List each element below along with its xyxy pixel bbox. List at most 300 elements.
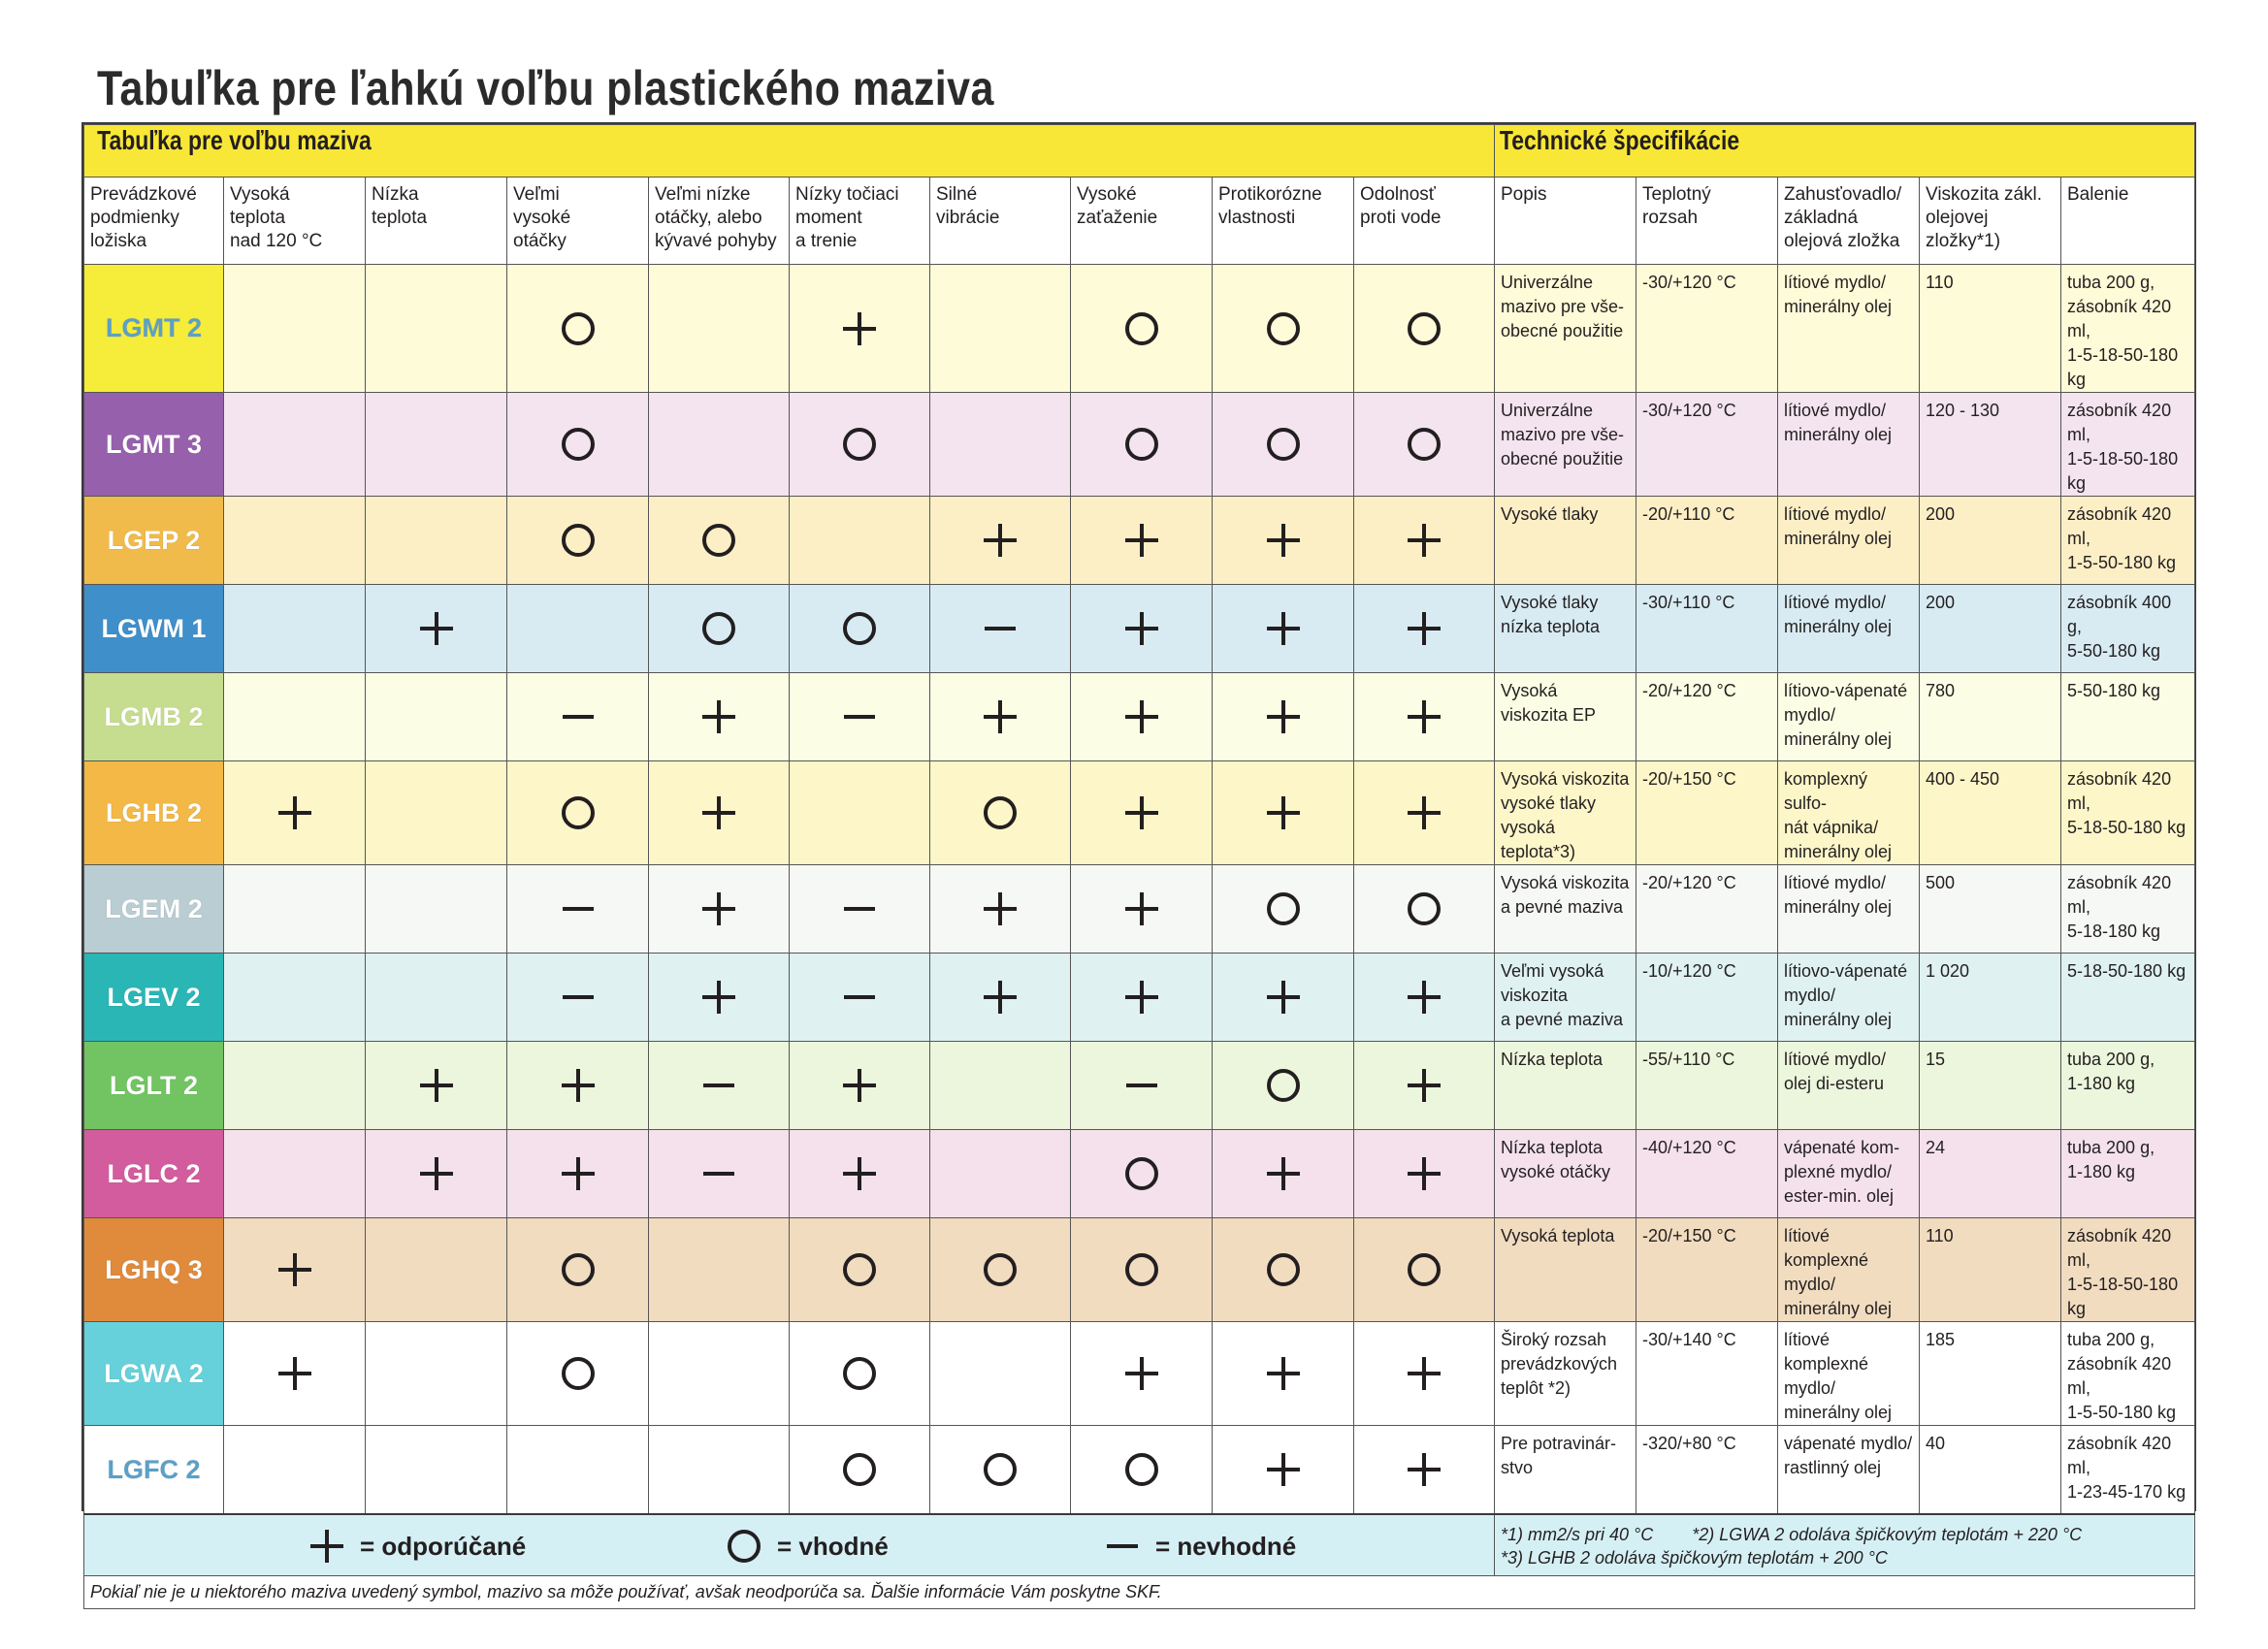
condition-cell — [224, 865, 366, 954]
banner-row — [84, 125, 2195, 178]
spec-balenie — [2061, 1042, 2195, 1130]
condition-cell — [1213, 673, 1354, 761]
spec-balenie — [2061, 1218, 2195, 1322]
condition-cell — [1213, 1322, 1354, 1426]
plus-icon — [1264, 978, 1303, 1017]
footnotes — [1495, 1514, 2195, 1576]
plus-icon — [1122, 889, 1161, 928]
condition-cell — [649, 1130, 790, 1218]
condition-cell — [366, 865, 507, 954]
plus-icon — [417, 1066, 456, 1105]
spec-teplota — [1636, 954, 1778, 1042]
condition-cell — [224, 497, 366, 585]
plus-icon — [1405, 1450, 1443, 1489]
spec-viskozita-text: 24 — [1926, 1138, 1946, 1157]
plus-icon — [981, 521, 1020, 560]
grease-name: LGLC 2 — [84, 1130, 224, 1218]
column-header-text: Viskozita zákl. olejovej zložky*1) — [1926, 184, 2043, 251]
condition-cell — [649, 673, 790, 761]
condition-cell — [1071, 393, 1213, 497]
circle-icon — [1122, 1250, 1161, 1289]
condition-cell — [507, 265, 649, 393]
circle-icon — [559, 1354, 598, 1393]
table-row — [84, 1042, 2195, 1130]
spec-zahustovadlo-text: vápenaté kom- plexné mydlo/ ester-min. olej — [1784, 1138, 1900, 1206]
spec-viskozita-text: 400 - 450 — [1926, 769, 2000, 789]
condition-cell — [224, 1322, 366, 1426]
spec-popis — [1495, 761, 1636, 865]
condition-cell — [790, 1042, 930, 1130]
spec-teplota — [1636, 673, 1778, 761]
spec-viskozita-text: 15 — [1926, 1050, 1946, 1069]
circle-icon — [559, 309, 598, 348]
spec-zahustovadlo — [1778, 497, 1920, 585]
condition-cell — [507, 1426, 649, 1515]
plus-icon — [1264, 793, 1303, 832]
spec-zahustovadlo-text: komplexný sulfo- nát vápnika/ minerálny olej — [1784, 769, 1893, 861]
spec-balenie-text: tuba 200 g, zásobník 420 ml, 1-5-18-50-180 kg — [2067, 273, 2179, 389]
condition-cell — [507, 585, 649, 673]
column-header — [224, 178, 366, 265]
banner-right-text: Technické špecifikácie — [1499, 125, 1740, 155]
spec-popis-text: Nízka teplota vysoké otáčky — [1501, 1138, 1611, 1181]
spec-zahustovadlo-text: lítiové mydlo/ minerálny olej — [1784, 273, 1893, 316]
condition-cell — [790, 585, 930, 673]
spec-balenie — [2061, 1426, 2195, 1515]
plus-icon — [1264, 697, 1303, 736]
column-header — [790, 178, 930, 265]
condition-cell — [1213, 1426, 1354, 1515]
column-header — [1920, 178, 2061, 265]
condition-cell — [1213, 954, 1354, 1042]
condition-cell — [930, 497, 1071, 585]
condition-cell — [366, 761, 507, 865]
grease-name: LGEP 2 — [84, 497, 224, 585]
condition-cell — [1071, 954, 1213, 1042]
spec-teplota-text: -20/+120 °C — [1642, 873, 1736, 892]
spec-popis — [1495, 1130, 1636, 1218]
condition-cell — [224, 954, 366, 1042]
legend-label: = vhodné — [777, 1531, 889, 1561]
spec-popis-text: Vysoké tlaky nízka teplota — [1501, 593, 1601, 636]
spec-teplota-text: -20/+150 °C — [1642, 769, 1736, 789]
spec-viskozita-text: 185 — [1926, 1330, 1956, 1349]
condition-cell — [1213, 865, 1354, 954]
page-title: Tabuľka pre ľahkú voľbu plastického maziva — [97, 61, 994, 115]
circle-icon — [840, 425, 879, 464]
spec-teplota — [1636, 1042, 1778, 1130]
spec-balenie-text: tuba 200 g, 1-180 kg — [2067, 1050, 2155, 1093]
spec-popis — [1495, 1426, 1636, 1515]
condition-cell — [1354, 393, 1495, 497]
condition-cell — [1354, 673, 1495, 761]
minus-icon — [1122, 1066, 1161, 1105]
circle-icon — [559, 793, 598, 832]
table-row — [84, 865, 2195, 954]
spec-zahustovadlo-text: lítiové mydlo/ olej di-esteru — [1784, 1050, 1887, 1093]
spec-popis — [1495, 865, 1636, 954]
note-row — [84, 1576, 2195, 1609]
spec-teplota-text: -55/+110 °C — [1642, 1050, 1735, 1069]
spec-balenie — [2061, 265, 2195, 393]
plus-icon — [275, 1250, 314, 1289]
grease-name: LGWM 1 — [84, 585, 224, 673]
spec-teplota-text: -30/+140 °C — [1642, 1330, 1736, 1349]
spec-balenie — [2061, 585, 2195, 673]
circle-icon — [699, 609, 738, 648]
spec-balenie-text: zásobník 400 g, 5-50-180 kg — [2067, 593, 2172, 661]
plus-icon — [1405, 1154, 1443, 1193]
condition-cell — [507, 497, 649, 585]
spec-teplota — [1636, 393, 1778, 497]
condition-cell — [366, 954, 507, 1042]
condition-cell — [790, 954, 930, 1042]
condition-cell — [224, 585, 366, 673]
spec-viskozita-text: 110 — [1926, 1226, 1954, 1245]
condition-cell — [790, 865, 930, 954]
condition-cell — [1213, 1042, 1354, 1130]
plus-icon — [699, 697, 738, 736]
column-header — [507, 178, 649, 265]
plus-icon — [308, 1527, 346, 1566]
condition-cell — [1213, 1218, 1354, 1322]
plus-icon — [840, 1066, 879, 1105]
condition-cell — [1071, 1322, 1213, 1426]
legend-label: = odporúčané — [360, 1531, 527, 1561]
spec-teplota-text: -30/+120 °C — [1642, 401, 1736, 420]
spec-balenie — [2061, 761, 2195, 865]
minus-icon — [699, 1066, 738, 1105]
spec-teplota — [1636, 585, 1778, 673]
condition-cell — [1071, 1426, 1213, 1515]
spec-teplota — [1636, 1130, 1778, 1218]
grease-name: LGMT 3 — [84, 393, 224, 497]
spec-viskozita-text: 40 — [1926, 1434, 1946, 1453]
plus-icon — [699, 793, 738, 832]
condition-cell — [224, 1218, 366, 1322]
spec-balenie — [2061, 393, 2195, 497]
spec-teplota — [1636, 1218, 1778, 1322]
header-row — [84, 178, 2195, 265]
spec-teplota-text: -20/+120 °C — [1642, 681, 1736, 700]
plus-icon — [275, 793, 314, 832]
plus-icon — [1264, 609, 1303, 648]
spec-viskozita — [1920, 497, 2061, 585]
condition-cell — [1354, 265, 1495, 393]
table-row — [84, 393, 2195, 497]
condition-cell — [1213, 497, 1354, 585]
circle-icon — [559, 1250, 598, 1289]
condition-cell — [1213, 265, 1354, 393]
plus-icon — [1405, 793, 1443, 832]
circle-icon — [1122, 1154, 1161, 1193]
circle-icon — [1122, 1450, 1161, 1489]
column-header-text: Popis — [1501, 184, 1547, 205]
condition-cell — [649, 393, 790, 497]
spec-popis-text: Vysoká teplota — [1501, 1226, 1615, 1245]
table-row — [84, 1130, 2195, 1218]
condition-cell — [649, 865, 790, 954]
circle-icon — [699, 521, 738, 560]
spec-zahustovadlo — [1778, 1130, 1920, 1218]
table-row — [84, 761, 2195, 865]
condition-cell — [649, 761, 790, 865]
table-row — [84, 673, 2195, 761]
plus-icon — [559, 1066, 598, 1105]
condition-cell — [930, 865, 1071, 954]
spec-balenie — [2061, 1322, 2195, 1426]
spec-teplota-text: -40/+120 °C — [1642, 1138, 1736, 1157]
condition-cell — [1071, 265, 1213, 393]
spec-zahustovadlo — [1778, 585, 1920, 673]
spec-viskozita — [1920, 954, 2061, 1042]
spec-zahustovadlo-text: lítiovo-vápenaté mydlo/ minerálny olej — [1784, 681, 1908, 749]
spec-teplota-text: -30/+120 °C — [1642, 273, 1736, 292]
spec-viskozita — [1920, 1042, 2061, 1130]
spec-viskozita — [1920, 1322, 2061, 1426]
condition-cell — [507, 1042, 649, 1130]
table-row — [84, 954, 2195, 1042]
circle-icon — [1405, 1250, 1443, 1289]
spec-popis-text: Vysoká viskozita vysoké tlaky vysoká teplota*3) — [1501, 769, 1630, 861]
condition-cell — [507, 673, 649, 761]
spec-teplota-text: -320/+80 °C — [1642, 1434, 1736, 1453]
plus-icon — [1122, 1354, 1161, 1393]
circle-icon — [1264, 1066, 1303, 1105]
plus-icon — [1405, 521, 1443, 560]
condition-cell — [790, 1130, 930, 1218]
circle-icon — [1405, 309, 1443, 348]
condition-cell — [930, 1130, 1071, 1218]
plus-icon — [1405, 1066, 1443, 1105]
spec-zahustovadlo-text: lítiové mydlo/ minerálny olej — [1784, 401, 1893, 444]
circle-icon — [981, 1250, 1020, 1289]
minus-icon — [559, 889, 598, 928]
condition-cell — [930, 954, 1071, 1042]
circle-icon — [981, 1450, 1020, 1489]
condition-cell — [790, 1218, 930, 1322]
footer-note: Pokiaľ nie je u niektorého maziva uvedený symbol, mazivo sa môže používať, avšak neodporúča sa. Ďalšie informácie Vám poskytne SKF. — [84, 1576, 2195, 1609]
spec-viskozita — [1920, 673, 2061, 761]
spec-zahustovadlo — [1778, 1218, 1920, 1322]
plus-icon — [417, 609, 456, 648]
circle-icon — [840, 1450, 879, 1489]
condition-cell — [1354, 585, 1495, 673]
minus-icon — [840, 889, 879, 928]
condition-cell — [790, 761, 930, 865]
spec-popis — [1495, 1218, 1636, 1322]
grease-name: LGWA 2 — [84, 1322, 224, 1426]
condition-cell — [224, 673, 366, 761]
minus-icon — [559, 697, 598, 736]
spec-viskozita — [1920, 1426, 2061, 1515]
plus-icon — [699, 889, 738, 928]
condition-cell — [790, 265, 930, 393]
condition-cell — [366, 393, 507, 497]
spec-popis-text: Široký rozsah prevádzkových teplôt *2) — [1501, 1330, 1618, 1398]
circle-icon — [559, 425, 598, 464]
condition-cell — [507, 761, 649, 865]
circle-icon — [1405, 425, 1443, 464]
condition-cell — [930, 1218, 1071, 1322]
spec-viskozita-text: 780 — [1926, 681, 1956, 700]
column-header-text: Nízka teplota — [372, 184, 428, 228]
plus-icon — [1264, 1154, 1303, 1193]
grease-name: LGFC 2 — [84, 1426, 224, 1515]
spec-balenie — [2061, 865, 2195, 954]
spec-viskozita-text: 120 - 130 — [1926, 401, 2000, 420]
column-header-text: Veľmi vysoké otáčky — [513, 184, 571, 251]
spec-zahustovadlo-text: lítiové mydlo/ minerálny olej — [1784, 504, 1893, 548]
footnote: *2) LGWA 2 odoláva špičkovým teplotám + 220 °C — [1692, 1525, 2083, 1544]
circle-icon — [559, 521, 598, 560]
spec-zahustovadlo — [1778, 1426, 1920, 1515]
spec-zahustovadlo — [1778, 265, 1920, 393]
condition-cell — [224, 1042, 366, 1130]
spec-zahustovadlo — [1778, 1042, 1920, 1130]
condition-cell — [649, 954, 790, 1042]
plus-icon — [1122, 697, 1161, 736]
spec-balenie — [2061, 497, 2195, 585]
spec-viskozita-text: 500 — [1926, 873, 1956, 892]
condition-cell — [649, 1042, 790, 1130]
condition-cell — [1071, 1042, 1213, 1130]
legend-row — [84, 1514, 2195, 1576]
circle-icon — [1122, 309, 1161, 348]
spec-zahustovadlo-text: vápenaté mydlo/ rastlinný olej — [1784, 1434, 1913, 1477]
column-header-text: Veľmi nízke otáčky, alebo kývavé pohyby — [655, 184, 777, 251]
condition-cell — [649, 497, 790, 585]
column-header-text: Prevádzkové podmienky ložiska — [90, 184, 197, 251]
column-header-text: Balenie — [2067, 184, 2129, 205]
condition-cell — [1071, 673, 1213, 761]
column-header — [1778, 178, 1920, 265]
spec-zahustovadlo — [1778, 761, 1920, 865]
condition-cell — [1213, 585, 1354, 673]
condition-cell — [366, 1426, 507, 1515]
plus-icon — [1122, 521, 1161, 560]
condition-cell — [366, 585, 507, 673]
circle-icon — [1264, 889, 1303, 928]
spec-zahustovadlo-text: lítiové komplexné mydlo/ minerálny olej — [1784, 1330, 1893, 1422]
footnote: *3) LGHB 2 odoláva špičkovým teplotám + 200 °C — [1501, 1548, 1888, 1568]
condition-cell — [224, 265, 366, 393]
column-header — [84, 178, 224, 265]
plus-icon — [1405, 697, 1443, 736]
circle-icon — [840, 609, 879, 648]
column-header-text: Vysoká teplota nad 120 °C — [230, 184, 323, 251]
condition-cell — [507, 1218, 649, 1322]
spec-popis-text: Veľmi vysoká viskozita a pevné maziva — [1501, 961, 1624, 1029]
spec-balenie — [2061, 673, 2195, 761]
spec-popis — [1495, 1042, 1636, 1130]
spec-zahustovadlo-text: lítiové komplexné mydlo/ minerálny olej — [1784, 1226, 1893, 1318]
column-header — [1071, 178, 1213, 265]
spec-teplota — [1636, 1426, 1778, 1515]
footnote: *1) mm2/s pri 40 °C — [1501, 1525, 1654, 1544]
spec-viskozita — [1920, 865, 2061, 954]
plus-icon — [1122, 793, 1161, 832]
condition-cell — [649, 585, 790, 673]
table-row — [84, 1218, 2195, 1322]
column-header — [1636, 178, 1778, 265]
plus-icon — [1405, 609, 1443, 648]
legend-item-plus — [308, 1527, 526, 1566]
minus-icon — [981, 609, 1020, 648]
condition-cell — [930, 393, 1071, 497]
spec-teplota — [1636, 865, 1778, 954]
spec-popis — [1495, 393, 1636, 497]
condition-cell — [366, 1042, 507, 1130]
condition-cell — [1213, 1130, 1354, 1218]
spec-viskozita-text: 1 020 — [1926, 961, 1970, 981]
spec-teplota — [1636, 497, 1778, 585]
spec-popis-text: Vysoká viskozita a pevné maziva — [1501, 873, 1630, 917]
condition-cell — [1071, 865, 1213, 954]
condition-cell — [1354, 1130, 1495, 1218]
spec-viskozita-text: 200 — [1926, 504, 1956, 524]
spec-zahustovadlo-text: lítiové mydlo/ minerálny olej — [1784, 873, 1893, 917]
spec-teplota-text: -10/+120 °C — [1642, 961, 1736, 981]
circle-icon — [1122, 425, 1161, 464]
plus-icon — [699, 978, 738, 1017]
plus-icon — [1405, 1354, 1443, 1393]
condition-cell — [224, 761, 366, 865]
condition-cell — [930, 585, 1071, 673]
spec-balenie — [2061, 954, 2195, 1042]
spec-zahustovadlo — [1778, 393, 1920, 497]
column-header-text: Nízky točiaci moment a trenie — [795, 184, 899, 251]
spec-popis — [1495, 585, 1636, 673]
plus-icon — [417, 1154, 456, 1193]
grease-name: LGHB 2 — [84, 761, 224, 865]
plus-icon — [1122, 978, 1161, 1017]
spec-popis-text: Univerzálne mazivo pre vše- obecné použitie — [1501, 401, 1625, 469]
plus-icon — [1405, 978, 1443, 1017]
column-header-text: Teplotný rozsah — [1642, 184, 1711, 228]
column-header — [930, 178, 1071, 265]
condition-cell — [1071, 1130, 1213, 1218]
column-header — [366, 178, 507, 265]
condition-cell — [224, 1426, 366, 1515]
condition-cell — [1213, 393, 1354, 497]
spec-viskozita — [1920, 1218, 2061, 1322]
spec-popis — [1495, 673, 1636, 761]
condition-cell — [649, 1426, 790, 1515]
plus-icon — [559, 1154, 598, 1193]
plus-icon — [275, 1354, 314, 1393]
spec-teplota-text: -30/+110 °C — [1642, 593, 1735, 612]
plus-icon — [1264, 1354, 1303, 1393]
condition-cell — [1071, 761, 1213, 865]
table-row — [84, 1426, 2195, 1515]
spec-viskozita — [1920, 761, 2061, 865]
condition-cell — [930, 1322, 1071, 1426]
spec-popis-text: Vysoká viskozita EP — [1501, 681, 1597, 725]
condition-cell — [366, 265, 507, 393]
spec-teplota — [1636, 265, 1778, 393]
column-header-text: Silné vibrácie — [936, 184, 1000, 228]
spec-viskozita — [1920, 585, 2061, 673]
condition-cell — [1071, 585, 1213, 673]
table-row — [84, 497, 2195, 585]
spec-teplota — [1636, 761, 1778, 865]
column-header — [649, 178, 790, 265]
spec-popis — [1495, 497, 1636, 585]
spec-popis — [1495, 954, 1636, 1042]
plus-icon — [981, 697, 1020, 736]
spec-zahustovadlo — [1778, 673, 1920, 761]
